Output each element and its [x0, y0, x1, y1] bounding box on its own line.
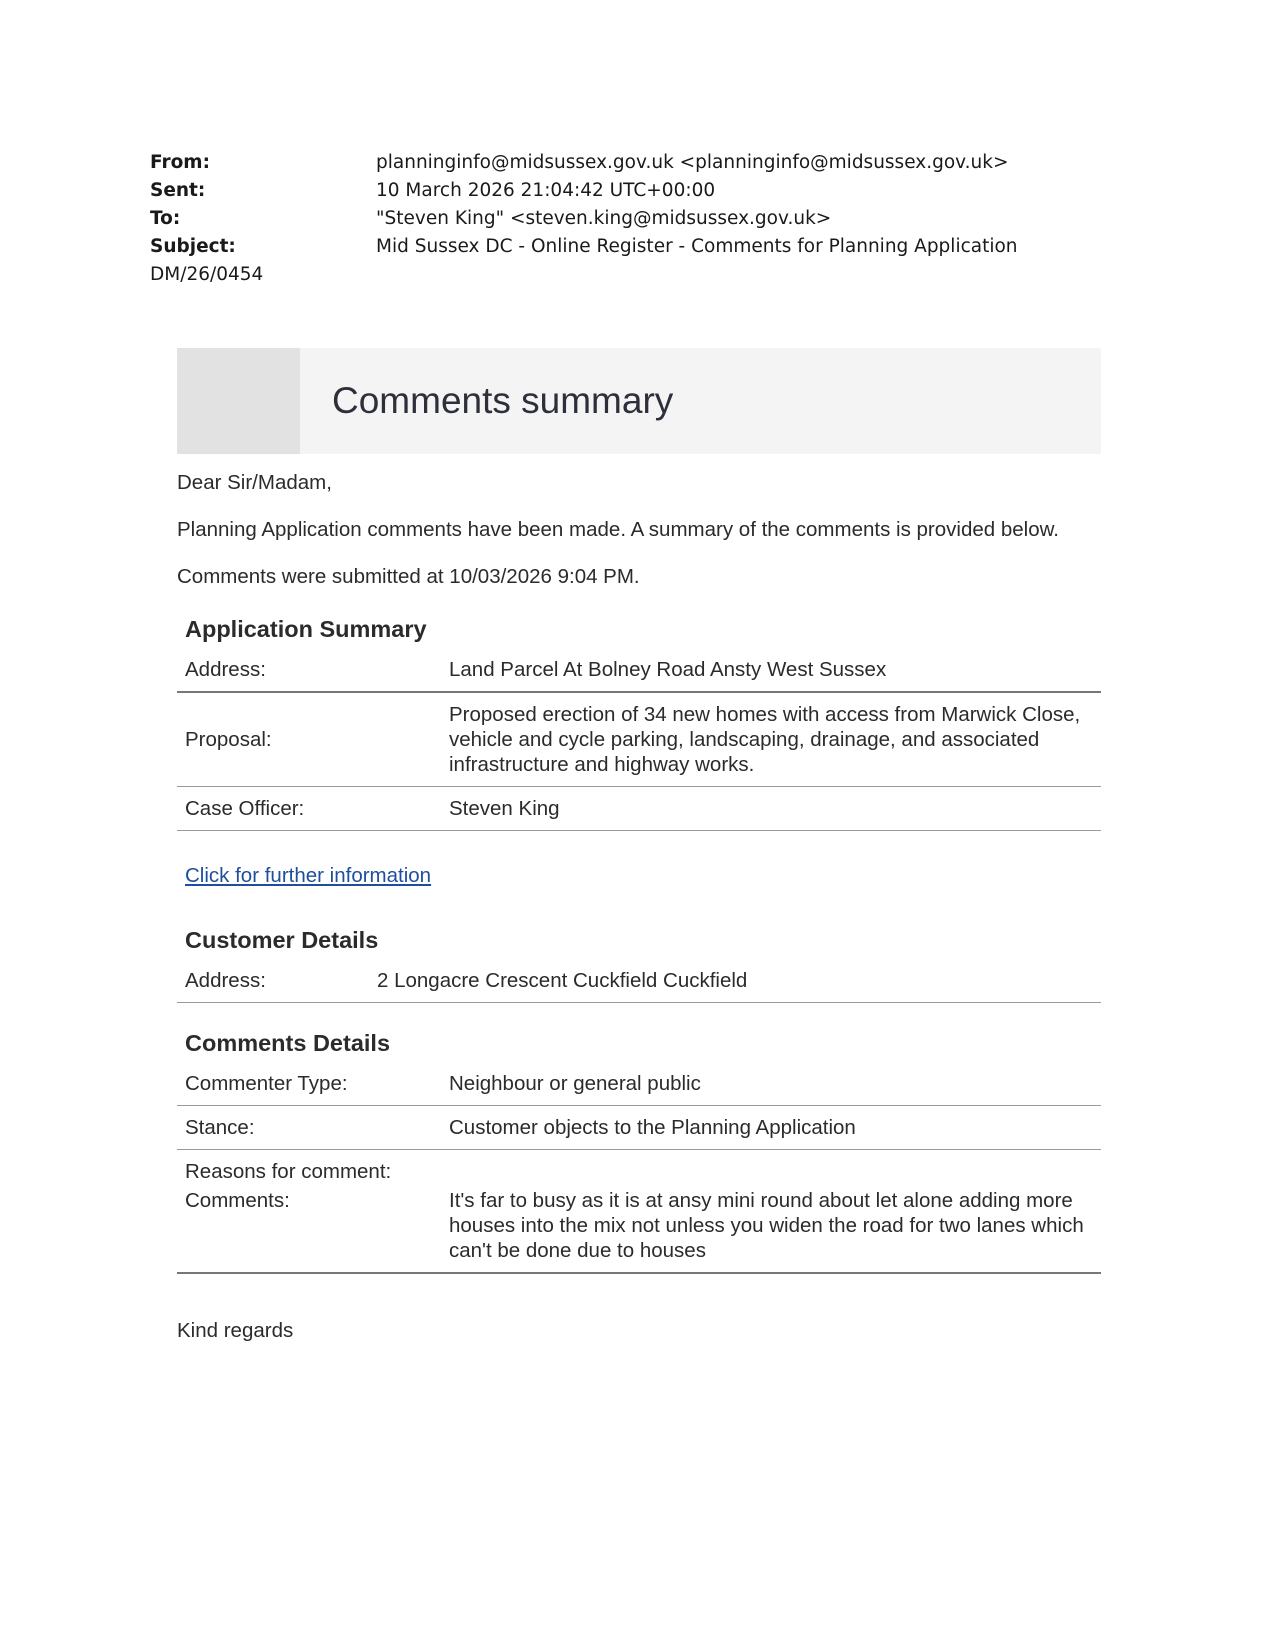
banner-title: Comments summary	[332, 380, 674, 421]
submitted-text: Comments were submitted at 10/03/2026 9:04 PM.	[177, 565, 640, 588]
table-row	[177, 959, 1101, 1003]
intro-text: Planning Application comments have been made. A summary of the comments is provided below.	[177, 518, 1059, 541]
application-summary-table	[177, 648, 1101, 831]
table-row	[177, 1186, 1101, 1273]
table-row	[177, 692, 1101, 787]
table-row	[177, 787, 1101, 831]
sent-value: 10 March 2026 21:04:42 UTC+00:00	[376, 180, 716, 201]
email-body	[177, 470, 1101, 1343]
comments-details-table	[177, 1062, 1101, 1274]
subject-value: Mid Sussex DC - Online Register - Comments for Planning Application	[376, 236, 1018, 257]
banner-logo-placeholder	[177, 348, 300, 454]
reasons-value	[441, 1150, 1101, 1187]
greeting: Dear Sir/Madam,	[177, 471, 332, 494]
sent-row	[150, 177, 1110, 205]
stance-value: Customer objects to the Planning Application	[441, 1106, 1101, 1150]
comments-value: It's far to busy as it is at ansy mini round about let alone adding more houses into the mix not unless you widen the road for two lanes which can't be done due to houses	[441, 1186, 1101, 1273]
customer-details-table	[177, 959, 1101, 1003]
to-row	[150, 205, 1110, 233]
subject-wrap: DM/26/0454	[150, 264, 264, 285]
customer-details-title: Customer Details	[185, 927, 379, 953]
table-row	[177, 648, 1101, 692]
from-value: planninginfo@midsussex.gov.uk <planninginfo@midsussex.gov.uk>	[376, 152, 1009, 173]
from-label: From:	[150, 152, 210, 173]
commenter-type-label: Commenter Type:	[177, 1062, 441, 1106]
customer-address-label: Address:	[177, 959, 369, 1003]
application-summary-title: Application Summary	[185, 616, 427, 642]
case-officer-label: Case Officer:	[177, 787, 441, 831]
customer-address-value: 2 Longacre Crescent Cuckfield Cuckfield	[369, 959, 1101, 1003]
comments-summary-banner	[177, 348, 1101, 454]
subject-label: Subject:	[150, 236, 236, 257]
comments-label: Comments:	[177, 1186, 441, 1273]
address-value: Land Parcel At Bolney Road Ansty West Sussex	[441, 648, 1101, 692]
table-row	[177, 1106, 1101, 1150]
stance-label: Stance:	[177, 1106, 441, 1150]
subject-row	[150, 233, 1110, 261]
sent-label: Sent:	[150, 180, 206, 201]
commenter-type-value: Neighbour or general public	[441, 1062, 1101, 1106]
email-header	[150, 149, 1110, 289]
address-label: Address:	[177, 648, 441, 692]
table-row	[177, 1062, 1101, 1106]
from-row	[150, 149, 1110, 177]
proposal-value: Proposed erection of 34 new homes with access from Marwick Close, vehicle and cycle parking, landscaping, drainage, and associated infrastructure and highway works.	[441, 692, 1101, 787]
reasons-label: Reasons for comment:	[185, 1160, 392, 1183]
comments-details-title: Comments Details	[185, 1030, 391, 1056]
case-officer-value: Steven King	[441, 787, 1101, 831]
proposal-label: Proposal:	[177, 692, 441, 787]
to-label: To:	[150, 208, 181, 229]
further-information-link[interactable]: Click for further information	[185, 864, 432, 887]
table-row	[177, 1150, 1101, 1187]
closing-text: Kind regards	[177, 1319, 294, 1342]
to-value: "Steven King" <steven.king@midsussex.gov.uk>	[376, 208, 832, 229]
